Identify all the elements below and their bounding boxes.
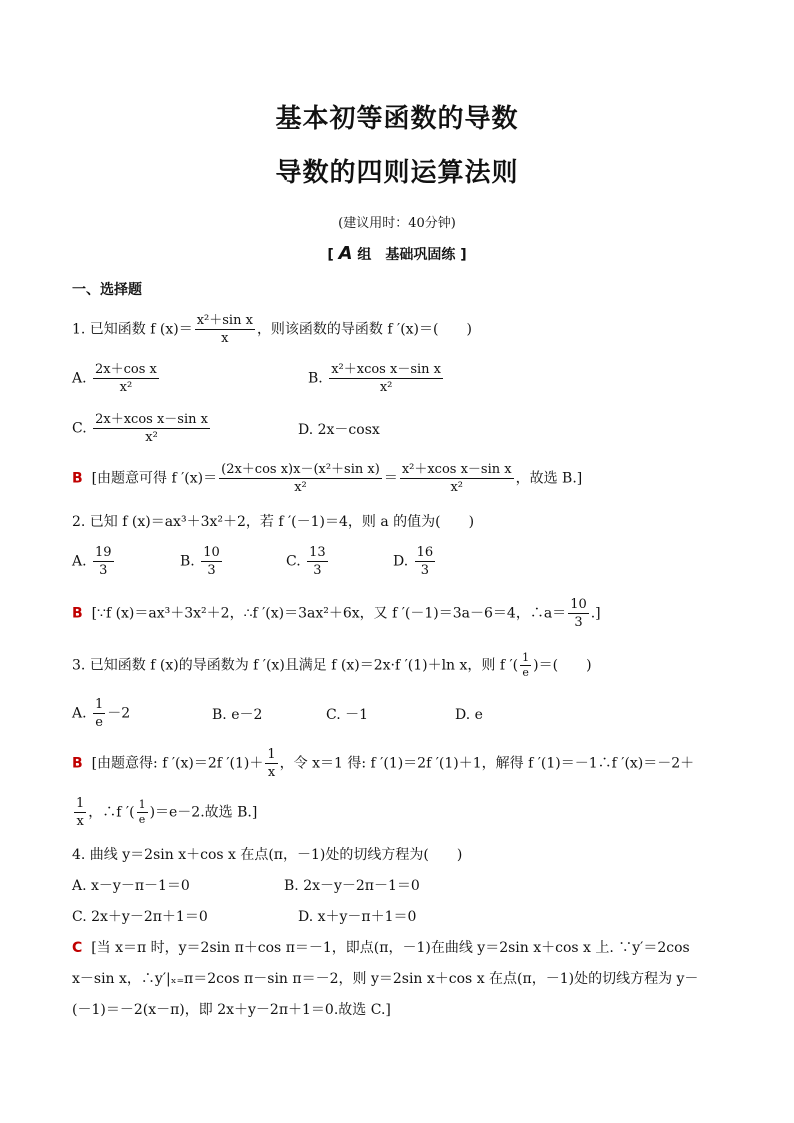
q4-option-a: A. x－y－π－1＝0: [72, 878, 190, 894]
section-heading: 一、选择题: [72, 282, 142, 298]
time-note: (建议用时：40分钟): [338, 216, 456, 231]
q3-solution-line-1: B [由题意得: f ′(x)＝2f ′(1)＋ $\frac{1}{x}$ ，令 x＝1 得: f ′(1)＝2f ′(1)＋1，解得 f ′(1)＝－1∴f ′(x)＝－2＋: [72, 747, 695, 780]
q4-solution-line-2: x－sin x，∴y′|ₓ₌π＝2cos π－sin π＝－2，则 y＝2sin x＋cos x 在点(π，－1)处的切线方程为 y－: [72, 971, 699, 987]
question-1-stem: 1. 已知函数 f (x)＝ $\frac{\text{x²＋sin x}}{x}$ ，则该函数的导函数 f ′(x)＝( ): [72, 313, 472, 346]
q3-option-c: C. －1: [326, 707, 369, 723]
question-3-stem: 3. 已知函数 f (x)的导函数为 f ′(x)且满足 f (x)＝2x·f ′(1)＋ln x，则 f ′( $\frac{1}{e}$ )＝( ): [72, 651, 592, 679]
q2-option-d: D. $\frac{16}{3}$: [393, 545, 434, 578]
q3-solution-line-2: $\frac{1}{x}$ ，∴f ′( $\frac{1}{e}$ )＝e－2.故选 B.]: [76, 796, 258, 829]
q4-option-b: B. 2x－y－2π－1＝0: [284, 878, 420, 894]
q1-option-a: A. $\frac{\text{2x＋cos x}}{\text{x²}}$: [72, 362, 157, 395]
q1-answer: B: [72, 470, 83, 487]
q2-option-c: C. $\frac{13}{3}$: [286, 545, 326, 578]
q1-fraction: $\frac{\text{x²＋sin x}}{x}$: [196, 313, 253, 346]
question-2-stem: 2. 已知 f (x)＝ax³＋3x²＋2，若 f ′(－1)＝4，则 a 的值为( ): [72, 514, 475, 530]
q1-solution: B [由题意可得 f ′(x)＝ $\frac{\text{(2x＋cos x)x－(x²＋sin x)}}{\text{x²}}$ ＝ $\frac{\text{x²＋xcos x－sin x}}{\text{x²}}$ ，故选 B.]: [72, 462, 583, 495]
q2-option-b: B. $\frac{10}{3}$: [180, 545, 220, 578]
q1-option-d: D. 2x－cosx: [298, 422, 380, 438]
q3-option-d: D. e: [455, 707, 483, 723]
group-letter: A: [338, 243, 353, 264]
group-heading: [0, 243, 794, 264]
q1-option-c: C. $\frac{\text{2x＋xcos x－sin x}}{\text{x²}}$: [72, 412, 208, 445]
q3-option-a: A. $\frac{1}{e}$ －2: [72, 697, 131, 730]
group-bracket-close: ]: [460, 247, 467, 263]
group-bracket-open: [: [327, 247, 334, 263]
q3-option-b: B. e－2: [212, 707, 263, 723]
q2-answer: B: [72, 605, 83, 622]
page-title: 基本初等函数的导数: [275, 104, 519, 134]
q1-option-b: B. $\frac{\text{x²＋xcos x－sin x}}{\text{x²}}$: [308, 362, 441, 395]
q4-option-c: C. 2x＋y－2π＋1＝0: [72, 909, 208, 925]
group-label: 组 基础巩固练: [357, 247, 456, 263]
q4-option-d: D. x＋y－π＋1＝0: [298, 909, 417, 925]
q2-solution: B [∵f (x)＝ax³＋3x²＋2，∴f ′(x)＝3ax²＋6x，又 f ′(－1)＝3a－6＝4，∴a＝ $\frac{10}{3}$ .]: [72, 597, 601, 630]
question-4-stem: 4. 曲线 y＝2sin x＋cos x 在点(π，－1)处的切线方程为( ): [72, 847, 463, 863]
q4-solution-line-1: C [当 x＝π 时，y＝2sin π＋cos π＝－1，即点(π，－1)在曲线 y＝2sin x＋cos x 上. ∵y′＝2cos: [72, 940, 690, 956]
q2-option-a: A. $\frac{19}{3}$: [72, 545, 112, 578]
q4-solution-line-3: (－1)＝－2(x－π)，即 2x＋y－2π＋1＝0.故选 C.]: [72, 1002, 391, 1018]
page-subtitle: 导数的四则运算法则: [275, 158, 519, 188]
q4-answer: C: [72, 940, 83, 956]
q3-answer: B: [72, 755, 83, 772]
